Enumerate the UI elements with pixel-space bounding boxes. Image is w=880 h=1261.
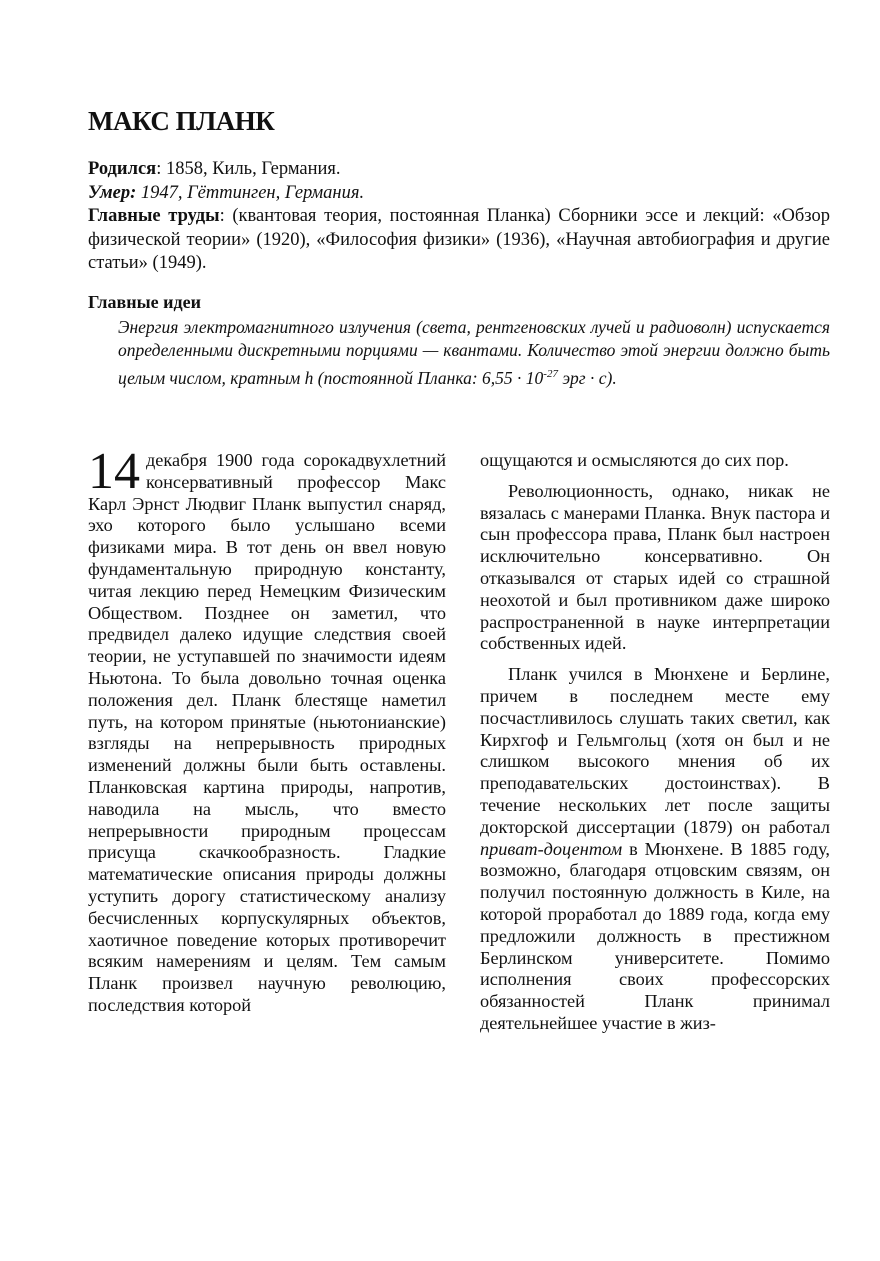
died-label: Умер:: [88, 182, 137, 203]
paragraph: ощущаются и осмысляются до сих пор.: [480, 450, 789, 470]
column-right: [480, 450, 830, 1035]
paragraph: [480, 664, 830, 1035]
ideas-heading: Главные идеи: [88, 292, 201, 312]
born-label: Родился: [88, 159, 157, 179]
ideas-text: [118, 316, 830, 390]
drop-cap: 14: [88, 443, 140, 500]
works-label: Главные труды: [88, 206, 220, 226]
ideas-tail: эрг · с).: [557, 367, 617, 388]
biography-meta: [88, 158, 830, 276]
ideas-exponent: -27: [543, 367, 558, 380]
paragraph-text: декабря 1900 года сорокадвухлетний консервативный профессор Макс Карл Эрнст Людвиг Планк выпустил снаряд, эхо которого было услышано всеми физиками мира. В тот день он ввел новую фундаментальную природную константу, читая лекцию перед Немецким Физическим Обществом. Позднее он заметил, что предвидел далеко идущие следствия своей теории, не уступавшей по значимости идеям Ньютона. То была довольно точная оценка положения дел. Планк блестяще наметил путь, на котором принятые (ньютонианские) взгляды на непрерывность природных изменений должны были быть оставлены. Планковская картина природы, напротив, наводила на мысль, что вместо непрерывности природным процессам присуща скачкообразность. Гладкие математические описания природы должны уступить дорогу статистическому анализу бесчисленных корпускулярных объектов, хаотичное поведение которых противоречит всяким намерениям и целям. Тем самым Планк произвел научную революцию, последствия которой: [88, 450, 446, 1015]
paragraph-text: в Мюнхене. В 1885 году, возможно, благодаря отцовским связям, он получил постоянную должность в Киле, на которой проработал до 1889 года, когда ему предложили должность в престижном Берлинском университете. Помимо исполнения своих профессорских обязанностей Планк принимал деятельнейшее участие в жиз-: [480, 838, 830, 1033]
born-row: Родился: 1858, Киль, Германия.: [88, 159, 341, 179]
works-row: Главные труды: (квантовая теория, постоянная Планка) Сборники эссе и лекций: «Обзор физической теории» (1920), «Философия физики» (1936), «Научная автобиография и другие статьи» (1949).: [88, 206, 830, 273]
column-left: [88, 443, 446, 1017]
works-value: (квантовая теория, постоянная Планка) Сборники эссе и лекций: «Обзор физической теории» (1920), «Философия физики» (1936), «Научная автобиография и другие статьи» (1949).: [88, 206, 830, 273]
paragraph-text: Планк учился в Мюнхене и Берлине, причем в последнем месте ему посчастливилось слушать таких светил, как Кирхгоф и Гельмгольц (хотя он был и не слишком высокого мнения об их преподавательских достоинствах). В течение нескольких лет после защиты докторской диссертации (1879) он работал: [480, 664, 830, 837]
emphasis-term: приват-доцентом: [480, 838, 623, 859]
born-value: 1858, Киль, Германия.: [165, 159, 341, 179]
ideas-body: Энергия электромагнитного излучения (света, рентгеновских лучей и радиоволн) испускается определенными дискретными порциями — квантами. Количество этой энергии должно быть целым числом, кратным h (постоянной Планка: 6,55 · 10: [118, 317, 830, 388]
document-page: [88, 0, 830, 1261]
died-value: 1947, Гёттинген, Германия.: [140, 182, 365, 203]
died-row: [88, 182, 830, 206]
page-title: МАКС ПЛАНК: [88, 106, 275, 136]
paragraph: [88, 443, 446, 1017]
paragraph: Революционность, однако, никак не вязалась с манерами Планка. Внук пастора и сын профессора права, Планк был настроен исключительно консервативно. Он отказывался от старых идей со страшной неохотой и был противником даже широко распространенной в науке интерпретации собственных идей.: [480, 480, 830, 654]
